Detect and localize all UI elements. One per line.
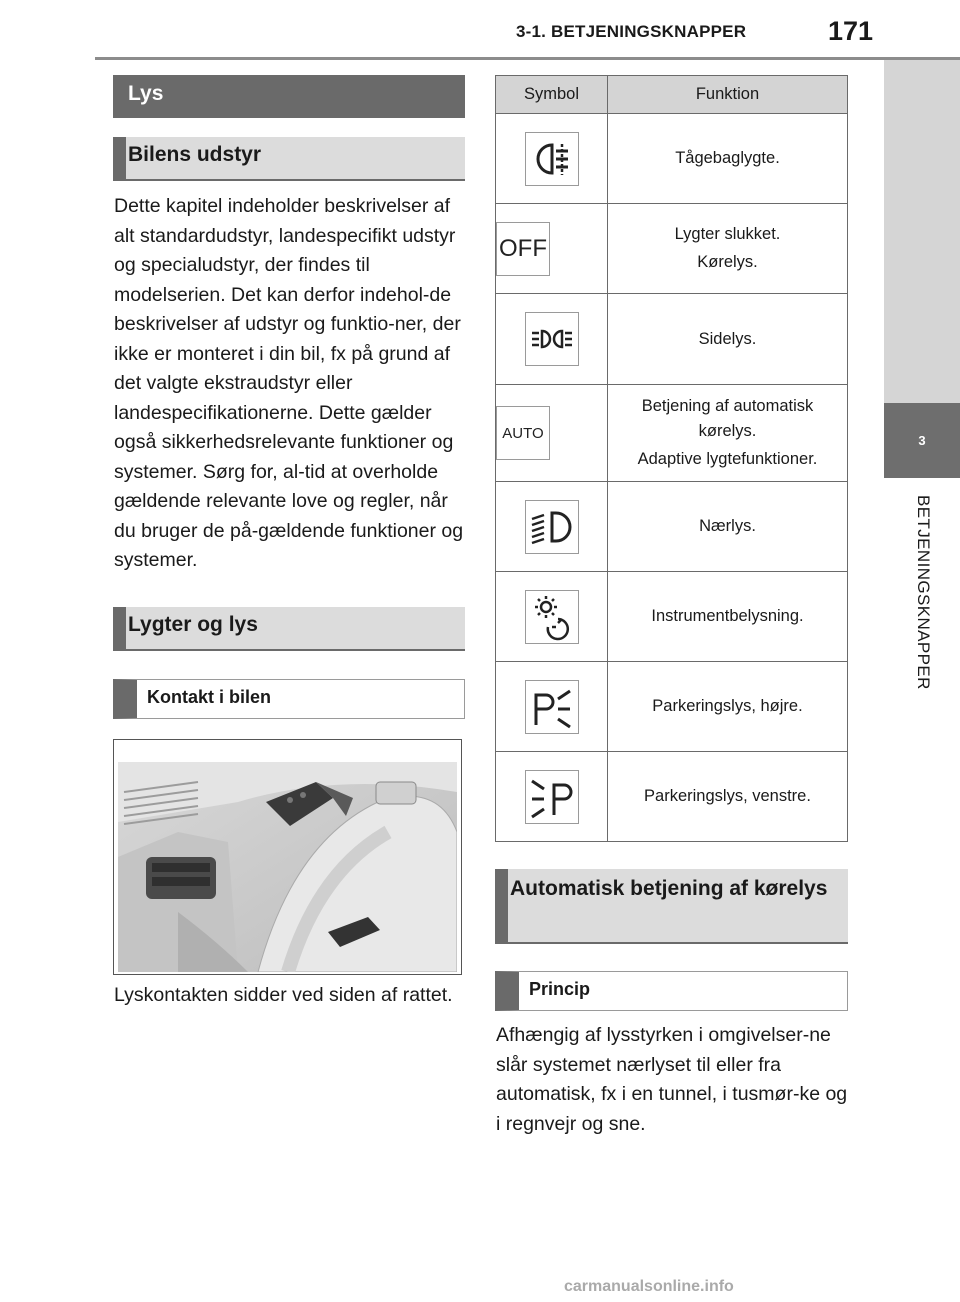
function-text: Tågebaglygte. [675,149,780,167]
symbol-table [495,75,848,842]
auto-icon: AUTO [496,406,550,460]
function-text: Nærlys. [699,517,756,535]
intro-paragraph: Dette kapitel indeholder beskrivelser af alt standardudstyr, landespecifikt udstyr og specialudstyr, der findes til modelserien. Det kan derfor indehol-de beskrivelser af udstyr og funktio-ner, der ikke er monteret i din bil, fx på grund af det valgte ekstraudstyr eller landespecifikationerne. Dette gælder også sikkerhedsrelevante funktioner og systemer. Sørg for, al-tid at overholde gældende relevante love og regler, når du bruger de på-gældende funktioner og systemer. [114,195,464,571]
section-title: 3-1. BETJENINGSKNAPPER [516,22,747,41]
column-header-symbol: Symbol [496,76,608,114]
side-tab-band [884,60,960,403]
side-light-icon [525,312,579,366]
heading-bilens-udstyr: Bilens udstyr [113,137,465,181]
page-number: 171 [828,16,874,46]
function-text: Adaptive lygtefunktioner. [637,450,818,468]
heading-lygter-og-lys: Lygter og lys [113,607,465,651]
side-tab-label: BETJENINGSKNAPPER [914,495,933,690]
table-row [496,114,848,204]
instrument-lighting-icon [525,590,579,644]
princip-paragraph: Afhængig af lysstyrken i omgivelser-ne slår systemet nærlyset til eller fra automatisk, fx i en tunnel, i tusmør-ke og i regnvejr og sne. [496,1024,848,1135]
table-row [496,662,848,752]
heading-princip: Princip [495,971,848,1011]
table-row [496,752,848,842]
parking-light-right-icon [525,680,579,734]
column-header-function: Funktion [608,76,848,114]
function-text: Lygter slukket. [674,225,781,243]
function-text: Kørelys. [697,253,758,271]
table-row [496,204,848,294]
table-row [496,385,848,482]
table-row [496,572,848,662]
watermark: carmanualsonline.info [564,1278,734,1295]
heading-lys: Lys [113,75,465,118]
off-icon: OFF [496,222,550,276]
photo-caption: Lyskontakten sidder ved siden af rattet. [114,984,453,1006]
side-tab-number: 3 [884,403,960,478]
function-text: Sidelys. [698,329,757,348]
function-text: Parkeringslys, højre. [652,697,803,715]
steering-column-illustration [118,762,457,972]
function-text: Parkeringslys, venstre. [644,787,811,805]
table-row [496,294,848,385]
rear-fog-light-icon [525,132,579,186]
parking-light-left-icon [525,770,579,824]
low-beam-icon [525,500,579,554]
header-rule [95,57,960,60]
function-text: Instrumentbelysning. [651,607,804,625]
heading-kontakt-i-bilen: Kontakt i bilen [113,679,465,719]
light-switch-photo [113,739,462,975]
table-row [496,482,848,572]
function-text: Betjening af automatisk kørelys. [641,397,814,440]
heading-automatisk-betjening: Automatisk betjening af kørelys [495,869,848,944]
